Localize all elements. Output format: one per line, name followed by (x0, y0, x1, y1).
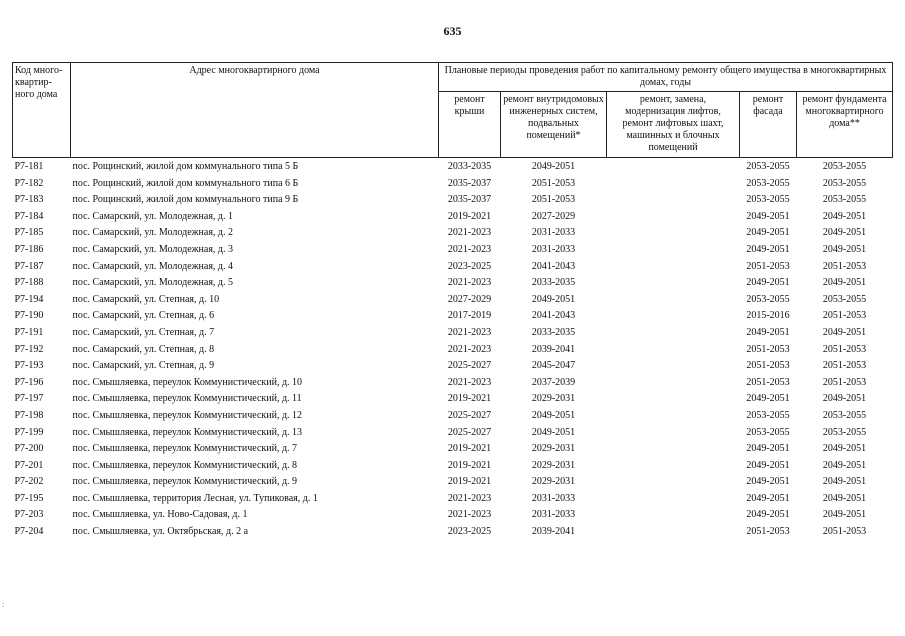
header-roof: ремонт крыши (439, 92, 501, 158)
cell-foundation: 2049-2051 (822, 277, 867, 289)
cell-elevators (607, 308, 740, 325)
cell-foundation: 2049-2051 (822, 243, 867, 255)
cell-foundation: 2049-2051 (822, 443, 867, 455)
cell-foundation: 2053-2055 (822, 426, 867, 438)
cell-roof: 2021-2023 (447, 509, 492, 521)
cell-facade: 2049-2051 (746, 393, 790, 405)
cell-roof: 2019-2021 (447, 476, 492, 488)
cell-roof: 2019-2021 (447, 393, 492, 405)
cell-address: пос. Смышляевка, переулок Коммунистический, д. 9 (72, 476, 298, 488)
cell-roof: 2021-2023 (447, 326, 492, 338)
cell-systems: 2031-2033 (531, 509, 576, 521)
cell-code: Р7-204 (14, 526, 44, 538)
header-facade: ремонт фасада (740, 92, 797, 158)
header-foundation: ремонт фундамента многоквартирного дома** (797, 92, 893, 158)
cell-foundation: 2049-2051 (822, 476, 867, 488)
table-row (13, 342, 893, 359)
cell-address: пос. Самарский, ул. Степная, д. 9 (72, 360, 215, 372)
cell-facade: 2053-2055 (746, 293, 790, 305)
cell-address: пос. Самарский, ул. Молодежная, д. 4 (72, 260, 234, 272)
cell-roof: 2035-2037 (447, 194, 492, 206)
table-row (13, 491, 893, 508)
cell-code: Р7-182 (14, 177, 44, 189)
cell-facade: 2049-2051 (746, 492, 790, 504)
table-row (13, 275, 893, 292)
cell-elevators (607, 342, 740, 359)
cell-roof: 2021-2023 (447, 376, 492, 388)
cell-roof: 2019-2021 (447, 459, 492, 471)
table-row (13, 408, 893, 425)
cell-elevators (607, 225, 740, 242)
table-row (13, 474, 893, 491)
table-row (13, 391, 893, 408)
cell-systems: 2049-2051 (531, 293, 576, 305)
cell-roof: 2021-2023 (447, 343, 492, 355)
cell-code: Р7-183 (14, 194, 44, 206)
table-row (13, 259, 893, 276)
cell-facade: 2049-2051 (746, 210, 790, 222)
cell-facade: 2051-2053 (746, 343, 790, 355)
table-row (13, 242, 893, 259)
cell-facade: 2049-2051 (746, 476, 790, 488)
table-body (13, 158, 893, 541)
cell-systems: 2029-2031 (531, 476, 576, 488)
cell-foundation: 2053-2055 (822, 293, 867, 305)
cell-elevators (607, 209, 740, 226)
cell-foundation: 2049-2051 (822, 459, 867, 471)
cell-facade: 2053-2055 (746, 161, 790, 172)
cell-roof: 2027-2029 (447, 293, 492, 305)
cell-facade: 2015-2016 (746, 310, 790, 322)
cell-foundation: 2051-2053 (822, 526, 867, 538)
cell-code: Р7-197 (14, 393, 44, 405)
cell-facade: 2053-2055 (746, 177, 790, 189)
cell-systems: 2031-2033 (531, 243, 576, 255)
cell-elevators (607, 192, 740, 209)
cell-code: Р7-202 (14, 476, 44, 488)
capital-repair-schedule-table (12, 62, 893, 541)
cell-address: пос. Смышляевка, ул. Октябрьская, д. 2 а (72, 526, 249, 538)
cell-code: Р7-184 (14, 210, 44, 222)
cell-roof: 2017-2019 (447, 310, 492, 322)
table-row (13, 375, 893, 392)
cell-code: Р7-200 (14, 443, 44, 455)
cell-foundation: 2049-2051 (822, 326, 867, 338)
cell-systems: 2039-2041 (531, 343, 576, 355)
cell-address: пос. Самарский, ул. Молодежная, д. 5 (72, 277, 234, 289)
cell-code: Р7-195 (14, 492, 44, 504)
cell-elevators (607, 176, 740, 193)
cell-elevators (607, 158, 740, 176)
cell-elevators (607, 458, 740, 475)
cell-systems: 2049-2051 (531, 426, 576, 438)
cell-roof: 2019-2021 (447, 443, 492, 455)
cell-facade: 2049-2051 (746, 443, 790, 455)
table-row (13, 507, 893, 524)
cell-facade: 2051-2053 (746, 260, 790, 272)
cell-elevators (607, 275, 740, 292)
cell-code: Р7-193 (14, 360, 44, 372)
cell-address: пос. Рощинский, жилой дом коммунального типа 5 Б (72, 161, 299, 172)
cell-roof: 2021-2023 (447, 492, 492, 504)
cell-foundation: 2053-2055 (822, 409, 867, 421)
cell-foundation: 2051-2053 (822, 376, 867, 388)
cell-address: пос. Смышляевка, территория Лесная, ул. Тупиковая, д. 1 (72, 492, 318, 504)
scan-mark: : (2, 600, 5, 609)
cell-roof: 2025-2027 (447, 409, 492, 421)
cell-address: пос. Самарский, ул. Молодежная, д. 3 (72, 243, 234, 255)
cell-facade: 2049-2051 (746, 326, 790, 338)
cell-address: пос. Смышляевка, переулок Коммунистический, д. 7 (72, 443, 298, 455)
cell-facade: 2049-2051 (746, 459, 790, 471)
cell-facade: 2051-2053 (746, 360, 790, 372)
cell-systems: 2037-2039 (531, 376, 576, 388)
cell-systems: 2033-2035 (531, 277, 576, 289)
cell-code: Р7-192 (14, 343, 44, 355)
cell-elevators (607, 391, 740, 408)
page-number: 635 (443, 24, 462, 38)
cell-elevators (607, 507, 740, 524)
cell-elevators (607, 325, 740, 342)
table-row (13, 209, 893, 226)
table-row (13, 176, 893, 193)
cell-elevators (607, 441, 740, 458)
cell-systems: 2045-2047 (531, 360, 576, 372)
cell-foundation: 2049-2051 (822, 210, 867, 222)
cell-address: пос. Самарский, ул. Степная, д. 10 (72, 293, 220, 305)
cell-code: Р7-186 (14, 243, 44, 255)
cell-elevators (607, 375, 740, 392)
header-systems: ремонт внутридомовых инженерных систем, подвальных помещений* (501, 92, 607, 158)
cell-address: пос. Смышляевка, ул. Ново-Садовая, д. 1 (72, 509, 248, 521)
cell-systems: 2049-2051 (531, 409, 576, 421)
cell-foundation: 2049-2051 (822, 492, 867, 504)
table-row (13, 292, 893, 309)
cell-foundation: 2049-2051 (822, 509, 867, 521)
cell-address: пос. Смышляевка, переулок Коммунистический, д. 10 (72, 376, 303, 388)
cell-address: пос. Самарский, ул. Молодежная, д. 1 (72, 210, 234, 222)
table-row (13, 308, 893, 325)
cell-systems: 2027-2029 (531, 210, 576, 222)
cell-foundation: 2049-2051 (822, 227, 867, 239)
cell-address: пос. Самарский, ул. Молодежная, д. 2 (72, 227, 234, 239)
cell-code: Р7-194 (14, 293, 44, 305)
cell-systems: 2029-2031 (531, 393, 576, 405)
cell-roof: 2021-2023 (447, 243, 492, 255)
cell-code: Р7-190 (14, 310, 44, 322)
cell-code: Р7-188 (14, 277, 44, 289)
cell-systems: 2033-2035 (531, 326, 576, 338)
cell-roof: 2025-2027 (447, 360, 492, 372)
cell-address: пос. Смышляевка, переулок Коммунистический, д. 12 (72, 409, 303, 421)
cell-roof: 2021-2023 (447, 277, 492, 289)
cell-elevators (607, 259, 740, 276)
cell-facade: 2049-2051 (746, 277, 790, 289)
cell-code: Р7-201 (14, 459, 44, 471)
cell-code: Р7-181 (14, 161, 44, 172)
cell-code: Р7-185 (14, 227, 44, 239)
cell-systems: 2051-2053 (531, 194, 576, 206)
cell-foundation: 2051-2053 (822, 260, 867, 272)
cell-facade: 2049-2051 (746, 509, 790, 521)
cell-roof: 2023-2025 (447, 526, 492, 538)
cell-foundation: 2053-2055 (822, 161, 867, 172)
cell-address: пос. Самарский, ул. Степная, д. 6 (72, 310, 215, 322)
cell-elevators (607, 292, 740, 309)
cell-address: пос. Смышляевка, переулок Коммунистический, д. 11 (72, 393, 302, 405)
table-row (13, 425, 893, 442)
table-row (13, 158, 893, 176)
header-elevators: ремонт, замена, модернизация лифтов, ремонт лифтовых шахт, машинных и блочных помещений (607, 92, 740, 158)
cell-facade: 2051-2053 (746, 376, 790, 388)
cell-elevators (607, 358, 740, 375)
cell-foundation: 2053-2055 (822, 177, 867, 189)
header-address: Адрес многоквартирного дома (71, 63, 439, 158)
cell-address: пос. Рощинский, жилой дом коммунального типа 9 Б (72, 194, 299, 206)
table-row (13, 458, 893, 475)
cell-facade: 2049-2051 (746, 243, 790, 255)
cell-elevators (607, 242, 740, 259)
table-row (13, 325, 893, 342)
cell-address: пос. Смышляевка, переулок Коммунистический, д. 13 (72, 426, 303, 438)
cell-facade: 2053-2055 (746, 426, 790, 438)
cell-facade: 2051-2053 (746, 526, 790, 538)
cell-code: Р7-198 (14, 409, 44, 421)
cell-systems: 2029-2031 (531, 443, 576, 455)
cell-systems: 2041-2043 (531, 310, 576, 322)
cell-systems: 2041-2043 (531, 260, 576, 272)
cell-address: пос. Рощинский, жилой дом коммунального типа 6 Б (72, 177, 299, 189)
cell-foundation: 2051-2053 (822, 310, 867, 322)
header-periods-group: Плановые периоды проведения работ по капитальному ремонту общего имущества в многоквартирных домах, годы (439, 63, 893, 92)
cell-elevators (607, 408, 740, 425)
cell-elevators (607, 524, 740, 541)
cell-systems: 2029-2031 (531, 459, 576, 471)
cell-roof: 2035-2037 (447, 177, 492, 189)
cell-facade: 2053-2055 (746, 409, 790, 421)
cell-roof: 2021-2023 (447, 227, 492, 239)
cell-elevators (607, 491, 740, 508)
cell-foundation: 2053-2055 (822, 194, 867, 206)
cell-systems: 2039-2041 (531, 526, 576, 538)
table-row (13, 358, 893, 375)
cell-systems: 2031-2033 (531, 227, 576, 239)
cell-foundation: 2051-2053 (822, 360, 867, 372)
table-row (13, 192, 893, 209)
cell-code: Р7-187 (14, 260, 44, 272)
cell-foundation: 2049-2051 (822, 393, 867, 405)
cell-code: Р7-203 (14, 509, 44, 521)
cell-roof: 2025-2027 (447, 426, 492, 438)
cell-code: Р7-196 (14, 376, 44, 388)
cell-foundation: 2051-2053 (822, 343, 867, 355)
table-row (13, 225, 893, 242)
cell-roof: 2033-2035 (447, 161, 492, 172)
cell-elevators (607, 425, 740, 442)
cell-code: Р7-191 (14, 326, 44, 338)
header-code: Код много-квартир-ного дома (13, 63, 71, 158)
cell-address: пос. Самарский, ул. Степная, д. 8 (72, 343, 215, 355)
table-row (13, 524, 893, 541)
table-row (13, 441, 893, 458)
cell-facade: 2053-2055 (746, 194, 790, 206)
cell-roof: 2023-2025 (447, 260, 492, 272)
cell-roof: 2019-2021 (447, 210, 492, 222)
cell-systems: 2031-2033 (531, 492, 576, 504)
cell-systems: 2049-2051 (531, 161, 576, 172)
cell-facade: 2049-2051 (746, 227, 790, 239)
cell-elevators (607, 474, 740, 491)
cell-systems: 2051-2053 (531, 177, 576, 189)
cell-address: пос. Смышляевка, переулок Коммунистический, д. 8 (72, 459, 298, 471)
cell-address: пос. Самарский, ул. Степная, д. 7 (72, 326, 215, 338)
cell-code: Р7-199 (14, 426, 44, 438)
